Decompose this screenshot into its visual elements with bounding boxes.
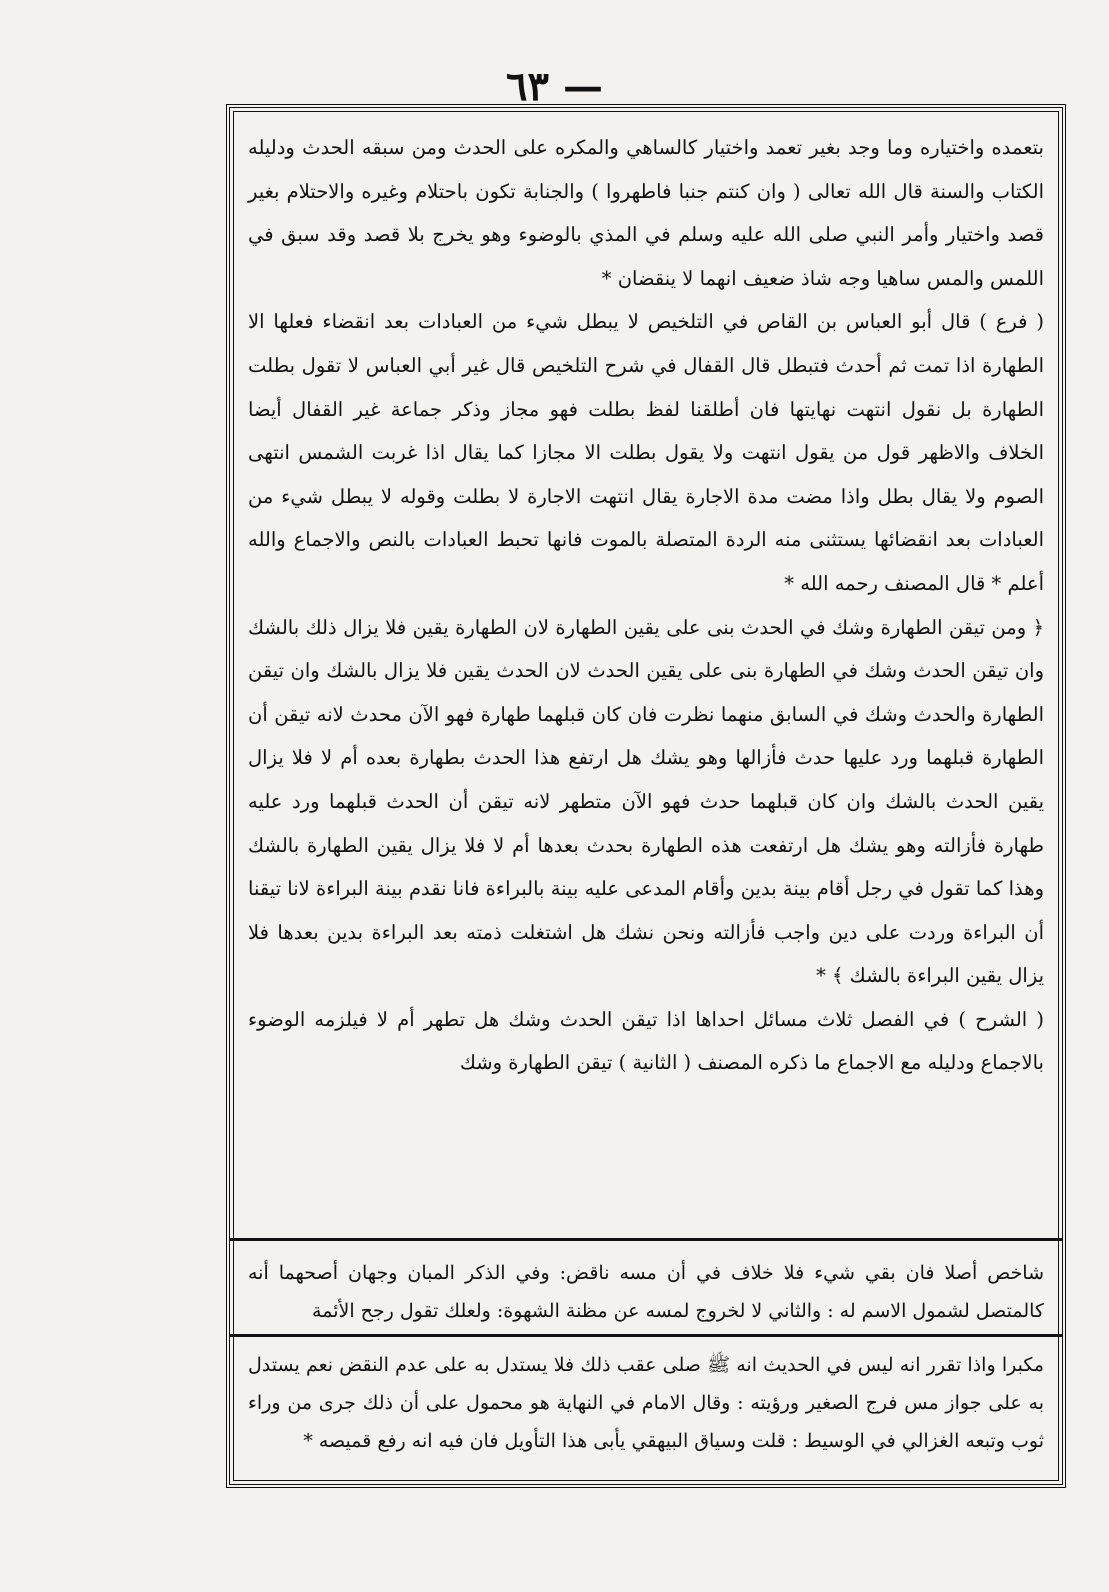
main-text: [248, 126, 1044, 1085]
footnote-text: شاخص أصلا فان بقي شيء فلا خلاف في أن مسه ناقض: وفي الذكر المبان وجهان أصحهما أنه كالمتصل لشمول الاسم له : والثاني لا لخروج لمسه عن مظنة الشهوة: ولعلك تقول رجح الأئمة: [248, 1262, 1044, 1322]
footnote-2: [248, 1346, 1044, 1460]
page-number: — ٦٣: [506, 63, 603, 110]
page-frame: [226, 104, 1066, 1488]
divider: [230, 1238, 1062, 1241]
footnote-text: مكبرا واذا تقرر انه ليس في الحديث انه ﷺ صلى عقب ذلك فلا يستدل به على عدم النقض نعم يستدل به على جواز مس فرج الصغير ورؤيته : وقال الامام في النهاية هو محمول على أن ذلك جرى من وراء ثوب وتبعه الغزالي في الوسيط : قلت وسياق البيهقي يأبى هذا التأويل فان فيه انه رفع قميصه *: [248, 1354, 1044, 1452]
paragraph: ( الشرح ) في الفصل ثلاث مسائل احداها اذا تيقن الحدث وشك هل تطهر أم لا فيلزمه الوضوء بالاجماع ودليله مع الاجماع ما ذكره المصنف ( الثانية ) تيقن الطهارة وشك: [248, 1007, 1044, 1075]
footnote-1: [248, 1254, 1044, 1330]
paragraph: ( فرع ) قال أبو العباس بن القاص في التلخيص لا يبطل شيء من العبادات بعد انقضاء فعلها الا الطهارة اذا تمت ثم أحدث فتبطل قال القفال في شرح التلخيص قال غير أبي العباس لا تقول بطلت الطهارة بل نقول انتهت نهايتها فان أطلقنا لفظ بطلت فهو مجاز وذكر جماعة غير القفال أيضا الخلاف والاظهر قول من يقول انتهت ولا يقول بطلت الا مجازا كما يقال اذا غربت الشمس انتهى الصوم ولا يقال بطل واذا مضت مدة الاجارة يقال انتهت الاجارة لا بطلت وقوله لا يبطل شيء من العبادات بعد انقضائها يستثنى منه الردة المتصلة بالموت فانها تحبط العبادات بالنص والاجماع والله أعلم * قال المصنف رحمه الله *: [248, 310, 1044, 595]
paragraph: بتعمده واختياره وما وجد بغير تعمد واختيار كالساهي والمكره على الحدث ومن سبقه الحدث ودليله الكتاب والسنة قال الله تعالى ( وان كنتم جنبا فاطهروا ) والجنابة تكون باحتلام وغيره والاحتلام بغير قصد واختيار وأمر النبي صلى الله عليه وسلم في المذي بالوضوء وهو يخرج بلا قصد وقد سبق في اللمس والمس ساهيا وجه شاذ ضعيف انهما لا ينقضان *: [248, 136, 1044, 290]
paragraph: ﴿ ومن تيقن الطهارة وشك في الحدث بنى على يقين الطهارة لان الطهارة يقين فلا يزال ذلك بالشك وان تيقن الحدث وشك في الطهارة بنى على يقين الحدث لان الحدث يقين فلا يزال بالشك وان تيقن الطهارة والحدث وشك في السابق منهما نظرت فان كان قبلهما طهارة فهو الآن محدث لانه تيقن أن الطهارة قبلهما ورد عليها حدث فأزالها وهو يشك هل ارتفع هذا الحدث بطهارة بعده أم لا فلا يزال يقين الحدث بالشك وان كان قبلهما حدث فهو الآن متطهر لانه تيقن أن الحدث قبلهما ورد عليه طهارة فأزالته وهو يشك هل ارتفعت هذه الطهارة بحدث بعدها أم لا فلا يزال يقين الطهارة بالشك وهذا كما تقول في رجل أقام بينة بدين وأقام المدعى عليه بينة بالبراءة فانا نقدم بينة البراءة لانا تيقنا أن البراءة وردت على دين واجب فأزالته ونحن نشك هل اشتغلت ذمته بعد البراءة بدين بعدها فلا يزال يقين البراءة بالشك ﴾ *: [248, 615, 1044, 988]
divider: [230, 1334, 1062, 1337]
